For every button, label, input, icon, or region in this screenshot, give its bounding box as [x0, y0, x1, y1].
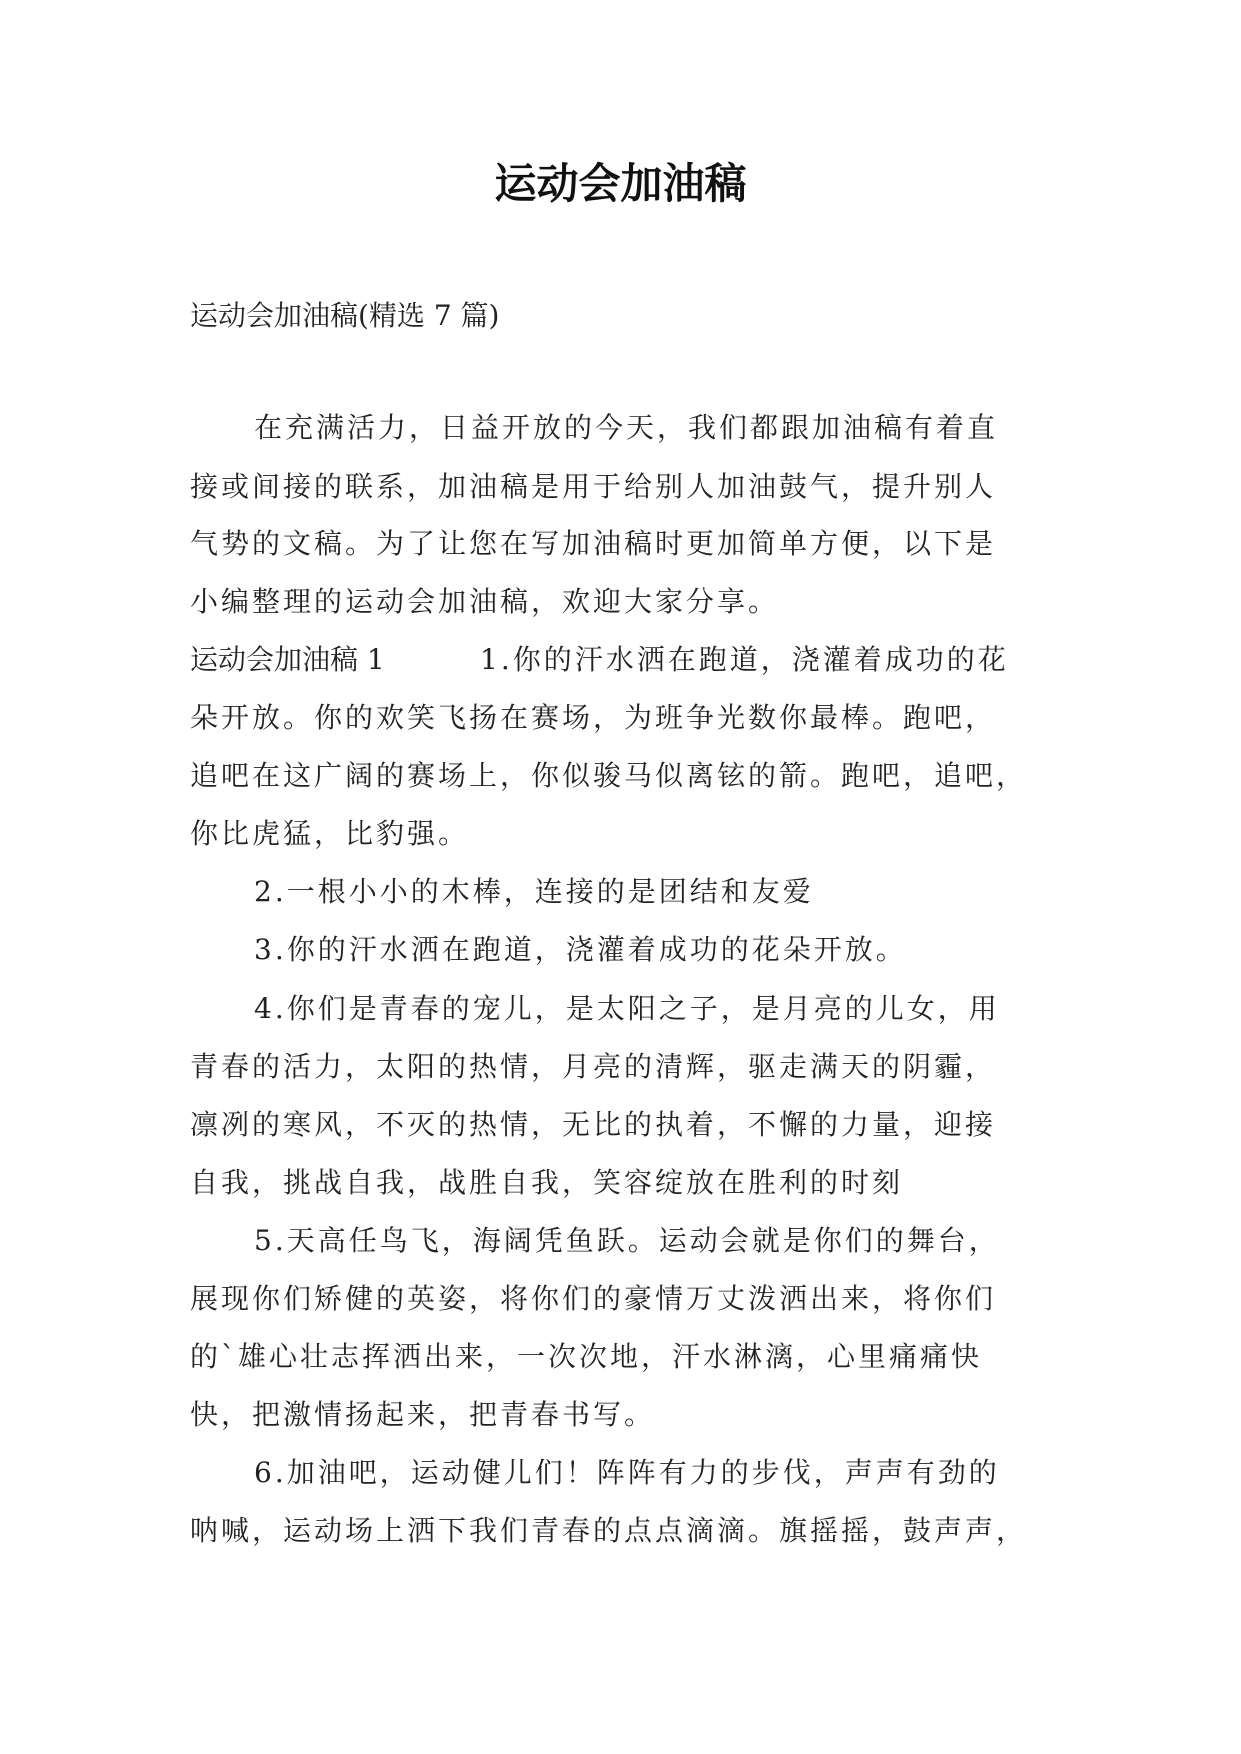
section-1-item-1-start: 1.你的汗水洒在跑道，浇灌着成功的花 [480, 643, 1009, 676]
item-4-line: 自我，挑战自我，战胜自我，笑容绽放在胜利的时刻 [190, 1166, 904, 1199]
item-6-line: 呐喊，运动场上洒下我们青春的点点滴滴。旗摇摇，鼓声声， [190, 1514, 1028, 1547]
intro-line: 小编整理的运动会加油稿，欢迎大家分享。 [190, 585, 780, 618]
section-1-line: 朵开放。你的欢笑飞扬在赛场，为班争光数你最棒。跑吧， [190, 701, 997, 734]
intro-line: 在充满活力，日益开放的今天，我们都跟加油稿有着直 [254, 411, 999, 444]
section-1-line: 追吧在这广阔的赛场上，你似骏马似离铉的箭。跑吧，追吧， [190, 759, 1028, 792]
item-3: 3.你的汗水洒在跑道，浇灌着成功的花朵开放。 [254, 933, 907, 966]
section-1-line: 你比虎猛，比豹强。 [190, 817, 470, 850]
intro-line: 气势的文稿。为了让您在写加油稿时更加简单方便，以下是 [190, 527, 997, 560]
item-4-line: 4.你们是青春的宠儿，是太阳之子，是月亮的儿女，用 [254, 992, 1000, 1025]
section-1-heading: 运动会加油稿 1 [190, 643, 385, 676]
item-4-line: 凛冽的寒风，不灭的热情，无比的执着，不懈的力量，迎接 [190, 1108, 997, 1141]
document-title: 运动会加油稿 [494, 159, 747, 208]
section-1-first-line [190, 638, 1050, 682]
item-2: 2.一根小小的木棒，连接的是团结和友爱 [254, 875, 814, 908]
intro-line: 接或间接的联系，加油稿是用于给别人加油鼓气，提升别人 [190, 470, 997, 503]
item-5-line: 快，把激情扬起来，把青春书写。 [190, 1398, 656, 1431]
item-5-line: 5.天高任鸟飞，海阔凭鱼跃。运动会就是你们的舞台， [254, 1224, 1000, 1257]
item-6-line: 6.加油吧，运动健儿们！阵阵有力的步伐，声声有劲的 [254, 1456, 1000, 1489]
item-5-line: 展现你们矫健的英姿，将你们的豪情万丈泼洒出来，将你们 [190, 1282, 997, 1315]
item-5-line: 的`雄心壮志挥洒出来，一次次地，汗水淋漓，心里痛痛快 [190, 1340, 983, 1373]
document-subtitle: 运动会加油稿(精选 7 篇) [190, 299, 500, 332]
item-4-line: 青春的活力，太阳的热情，月亮的清辉，驱走满天的阴霾， [190, 1050, 997, 1083]
